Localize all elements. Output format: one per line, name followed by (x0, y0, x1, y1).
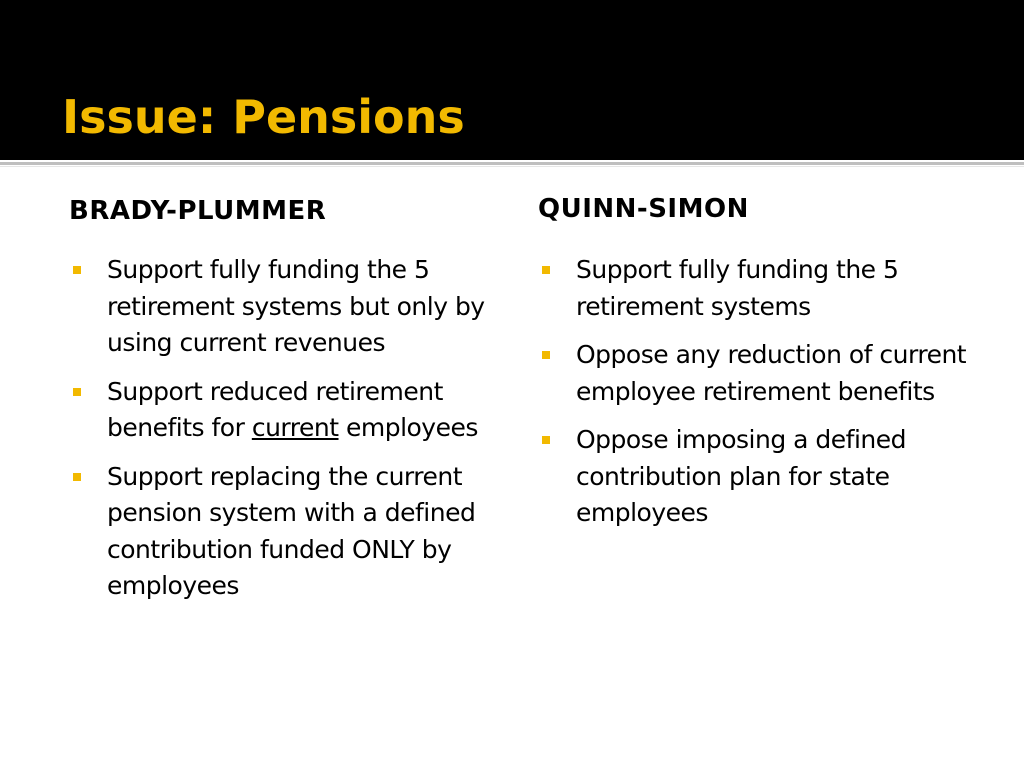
bullet-text: Oppose imposing a defined contribution plan for state employees (576, 425, 907, 527)
square-bullet-icon (542, 266, 550, 274)
bullet-text-underlined: current (251, 413, 339, 442)
list-item (69, 459, 509, 605)
bullet-text: Support fully funding the 5 retirement systems (576, 255, 899, 321)
left-column-heading: BRADY-PLUMMER (69, 196, 327, 226)
bullet-text: Support fully funding the 5 retirement systems but only by using current revenues (107, 255, 485, 357)
right-column-heading: QUINN-SIMON (538, 194, 749, 224)
title-divider-highlight (0, 166, 1024, 167)
square-bullet-icon (73, 388, 81, 396)
list-item (69, 252, 509, 362)
list-item (538, 422, 978, 532)
list-item (538, 337, 978, 410)
square-bullet-icon (73, 266, 81, 274)
list-item (538, 252, 978, 325)
square-bullet-icon (73, 473, 81, 481)
bullet-text-end: employees (338, 413, 478, 442)
bullet-text: Support replacing the current pension system with a defined contribution funded ONLY by employees (107, 461, 476, 600)
right-bullet-list (538, 252, 978, 544)
list-item (69, 374, 509, 447)
title-divider (0, 162, 1024, 165)
slide-title: Issue: Pensions (62, 90, 465, 144)
square-bullet-icon (542, 436, 550, 444)
bullet-text: Oppose any reduction of current employee retirement benefits (576, 340, 967, 406)
left-bullet-list (69, 252, 509, 617)
bullet-text-start: Support reduced retirement benefits for (107, 376, 443, 442)
square-bullet-icon (542, 351, 550, 359)
